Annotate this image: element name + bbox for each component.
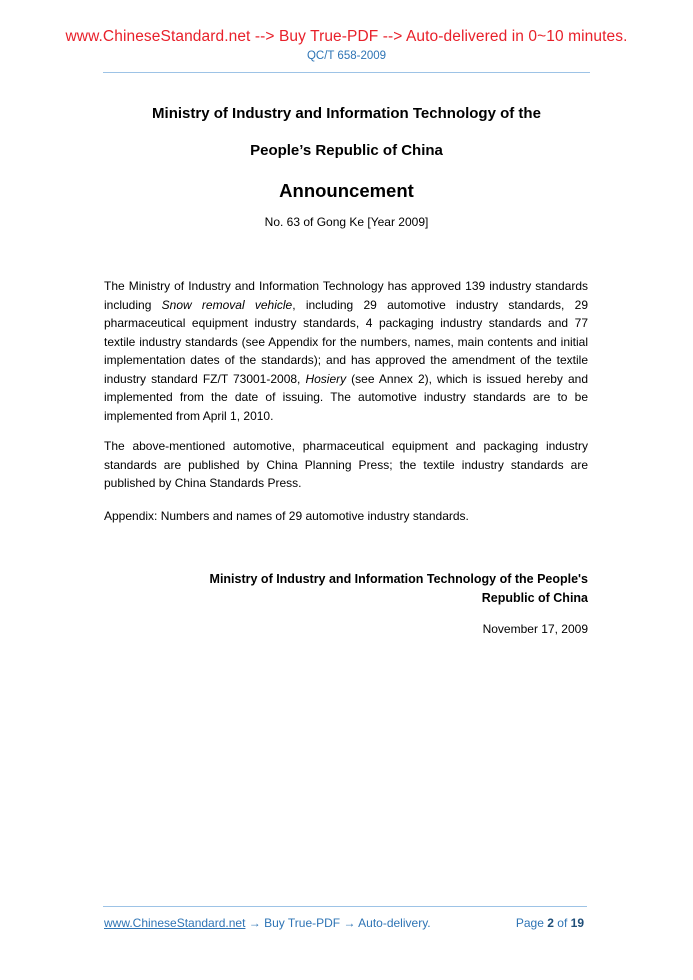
footer-delivery-text: Auto-delivery.	[358, 916, 431, 930]
announcement-number: No. 63 of Gong Ke [Year 2009]	[264, 215, 429, 229]
p1-text-b: , including 29 automotive industry standards, 29 pharmaceutical equipment industry standards, 4 packaging industry standards and 77 textile industry standards (see Appendix for the numbers, names, main contents and initial implementation dates of the standards); and has approved the amendment of the textile industry standard FZ/T 73001-2008,	[104, 297, 588, 386]
footer-arrow-icon: →	[248, 916, 261, 930]
page-total: 19	[570, 916, 584, 930]
title-line-1: Ministry of Industry and Information Technology of the	[152, 105, 541, 122]
standard-code: QC/T 658-2009	[306, 50, 387, 62]
page-of: of	[557, 916, 568, 930]
body-paragraph-2: The above-mentioned automotive, pharmaceutical equipment and packaging industry standards are published by China Planning Press; the textile industry standards are published by China Standards Press.	[104, 439, 588, 490]
p1-italic-hosiery: Hosiery	[305, 371, 347, 386]
footer-divider	[103, 906, 587, 907]
page-current: 2	[547, 916, 554, 930]
announcement-heading: Announcement	[279, 180, 414, 201]
title-line-2: People’s Republic of China	[250, 142, 443, 159]
header-divider	[103, 72, 590, 73]
footer-arrow-icon: →	[343, 916, 356, 930]
signature-org-line-2: Republic of China	[481, 591, 588, 605]
p1-italic-snow-removal: Snow removal vehicle	[161, 297, 293, 312]
page-indicator	[500, 916, 584, 930]
appendix-note: Appendix: Numbers and names of 29 automotive industry standards.	[104, 509, 469, 523]
signature-org-line-1: Ministry of Industry and Information Technology of the People's	[209, 572, 588, 586]
p1-text-c: (see Annex 2), which is issued hereby and implemented from the date of issuing. The automotive industry standards are to be implemented from April 1, 2010.	[104, 371, 588, 423]
signature-date: November 17, 2009	[482, 622, 588, 636]
footer-site-link[interactable]: www.ChineseStandard.net	[104, 916, 246, 930]
purchase-banner[interactable]: www.ChineseStandard.net --> Buy True-PDF --> Auto-delivered in 0~10 minutes.	[65, 28, 628, 45]
p1-text-a: The Ministry of Industry and Information Technology has approved 139 industry standards including	[104, 279, 588, 312]
footer-buy-text: Buy True-PDF	[264, 916, 341, 930]
page-label: Page	[515, 916, 544, 930]
body-paragraph-1	[104, 277, 588, 425]
signature-organization	[140, 570, 588, 608]
footer-links	[104, 916, 431, 930]
